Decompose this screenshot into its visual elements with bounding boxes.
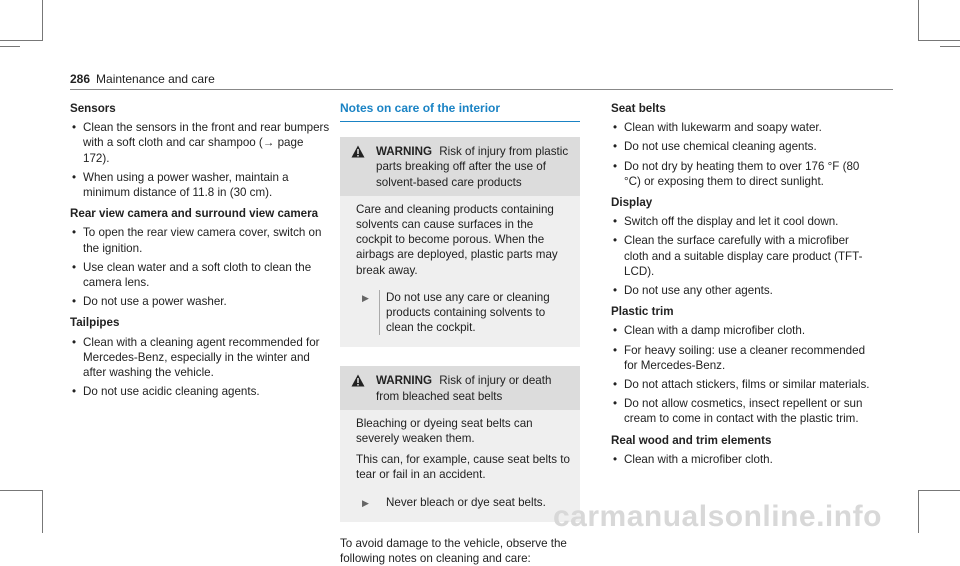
warning-headline: Risk of injury from plastic parts breaking off after the use of solvent-based care products xyxy=(376,145,569,189)
list-item: • Clean with a cleaning agent recommended for Mercedes-Benz, especially in the winter and after washing the vehicle. xyxy=(70,335,332,381)
warning-box-1 xyxy=(340,137,580,347)
warning-headline: Risk of injury or death from bleached seat belts xyxy=(376,374,552,403)
list-item: • When using a power washer, maintain a minimum distance of 11.8 in (30 cm). xyxy=(70,170,332,200)
warning-label: WARNING xyxy=(376,374,433,388)
warning-text: Bleaching or dyeing seat belts can severely weaken them. xyxy=(356,416,533,446)
list-tailpipes xyxy=(70,335,332,400)
list-camera xyxy=(70,225,332,309)
heading-sensors: Sensors xyxy=(70,102,116,115)
crop-mark xyxy=(940,46,960,47)
crop-mark xyxy=(0,490,42,491)
crop-mark xyxy=(918,490,919,533)
list-item: • Use clean water and a soft cloth to clean the camera lens. xyxy=(70,260,332,290)
warning-text: Care and cleaning products containing solvents can cause surfaces in the cockpit to become porous. When the airbags are deployed, plastic parts may break away. xyxy=(356,202,558,277)
crop-mark xyxy=(0,46,20,47)
watermark: carmanualsonline.info xyxy=(553,500,882,533)
column-2 xyxy=(340,101,580,566)
heading-tailpipes: Tailpipes xyxy=(70,316,120,330)
list-item: • Do not use a power washer. xyxy=(70,294,332,309)
warning-box-2 xyxy=(340,366,580,521)
instruction-text: Do not use any care or cleaning products containing solvents to clean the cockpit. xyxy=(379,290,570,336)
play-arrow-icon: ▶ xyxy=(362,497,369,508)
heading-display: Display xyxy=(611,196,653,210)
page-header xyxy=(70,72,215,86)
warning-text: This can, for example, cause seat belts to tear or fail in an accident. xyxy=(356,453,570,482)
list-sensors xyxy=(70,120,332,200)
list-item: • Clean the surface carefully with a microfiber cloth and a suitable display care product (TFT-LCD). xyxy=(611,233,873,279)
warning-label: WARNING xyxy=(376,145,433,159)
instruction-text: Never bleach or dye seat belts. xyxy=(386,495,546,509)
crop-mark xyxy=(918,40,960,41)
list-item: • Do not use acidic cleaning agents. xyxy=(70,384,332,399)
list-plastic-trim xyxy=(611,323,873,426)
warning-header xyxy=(340,366,580,409)
column-1 xyxy=(70,101,332,399)
crop-mark xyxy=(0,40,42,41)
crop-mark xyxy=(42,490,43,533)
list-item: • Clean with a damp microfiber cloth. xyxy=(611,323,873,338)
heading-seat-belts: Seat belts xyxy=(611,102,666,115)
page-number: 286 xyxy=(70,72,91,86)
play-arrow-icon: ▶ xyxy=(362,292,369,303)
list-item: • To open the rear view camera cover, switch on the ignition. xyxy=(70,225,332,255)
header-rule xyxy=(70,89,893,90)
warning-header xyxy=(340,137,580,196)
section-rule xyxy=(340,121,580,122)
heading-plastic-trim: Plastic trim xyxy=(611,305,674,319)
crop-mark xyxy=(918,0,919,41)
list-item: • Clean with lukewarm and soapy water. xyxy=(611,120,873,135)
list-item: • Do not attach stickers, films or similar materials. xyxy=(611,377,873,392)
warning-triangle-icon xyxy=(351,374,365,387)
list-item: • Do not dry by heating them to over 176 °F (80 °C) or exposing them to direct sunlight. xyxy=(611,159,873,189)
list-display xyxy=(611,214,873,298)
warning-body xyxy=(340,196,580,348)
page-header-title: Maintenance and care xyxy=(96,72,215,86)
list-item: • Clean with a microfiber cloth. xyxy=(611,452,873,467)
closing-paragraph: To avoid damage to the vehicle, observe the following notes on cleaning and care: xyxy=(340,536,567,566)
crop-mark xyxy=(42,0,43,41)
heading-camera: Rear view camera and surround view camera xyxy=(70,207,319,221)
warning-instruction xyxy=(356,495,570,510)
list-wood-trim xyxy=(611,452,873,467)
list-seat-belts xyxy=(611,120,873,189)
list-item: • Switch off the display and let it cool down. xyxy=(611,214,873,229)
warning-instruction xyxy=(356,290,570,336)
list-item: • For heavy soiling: use a cleaner recommended for Mercedes-Benz. xyxy=(611,343,873,373)
warning-triangle-icon xyxy=(351,145,365,158)
list-item: • Do not use any other agents. xyxy=(611,283,873,298)
list-item: • Clean the sensors in the front and rear bumpers with a soft cloth and car shampoo (→ page 172). xyxy=(70,120,332,166)
list-item: • Do not allow cosmetics, insect repellent or sun cream to come in contact with the plastic trim. xyxy=(611,396,873,426)
section-title: Notes on care of the interior xyxy=(340,101,501,115)
heading-wood-trim: Real wood and trim elements xyxy=(611,433,772,447)
list-item: • Do not use chemical cleaning agents. xyxy=(611,139,873,154)
column-3 xyxy=(611,101,873,467)
warning-body xyxy=(340,410,580,522)
crop-mark xyxy=(918,490,960,491)
